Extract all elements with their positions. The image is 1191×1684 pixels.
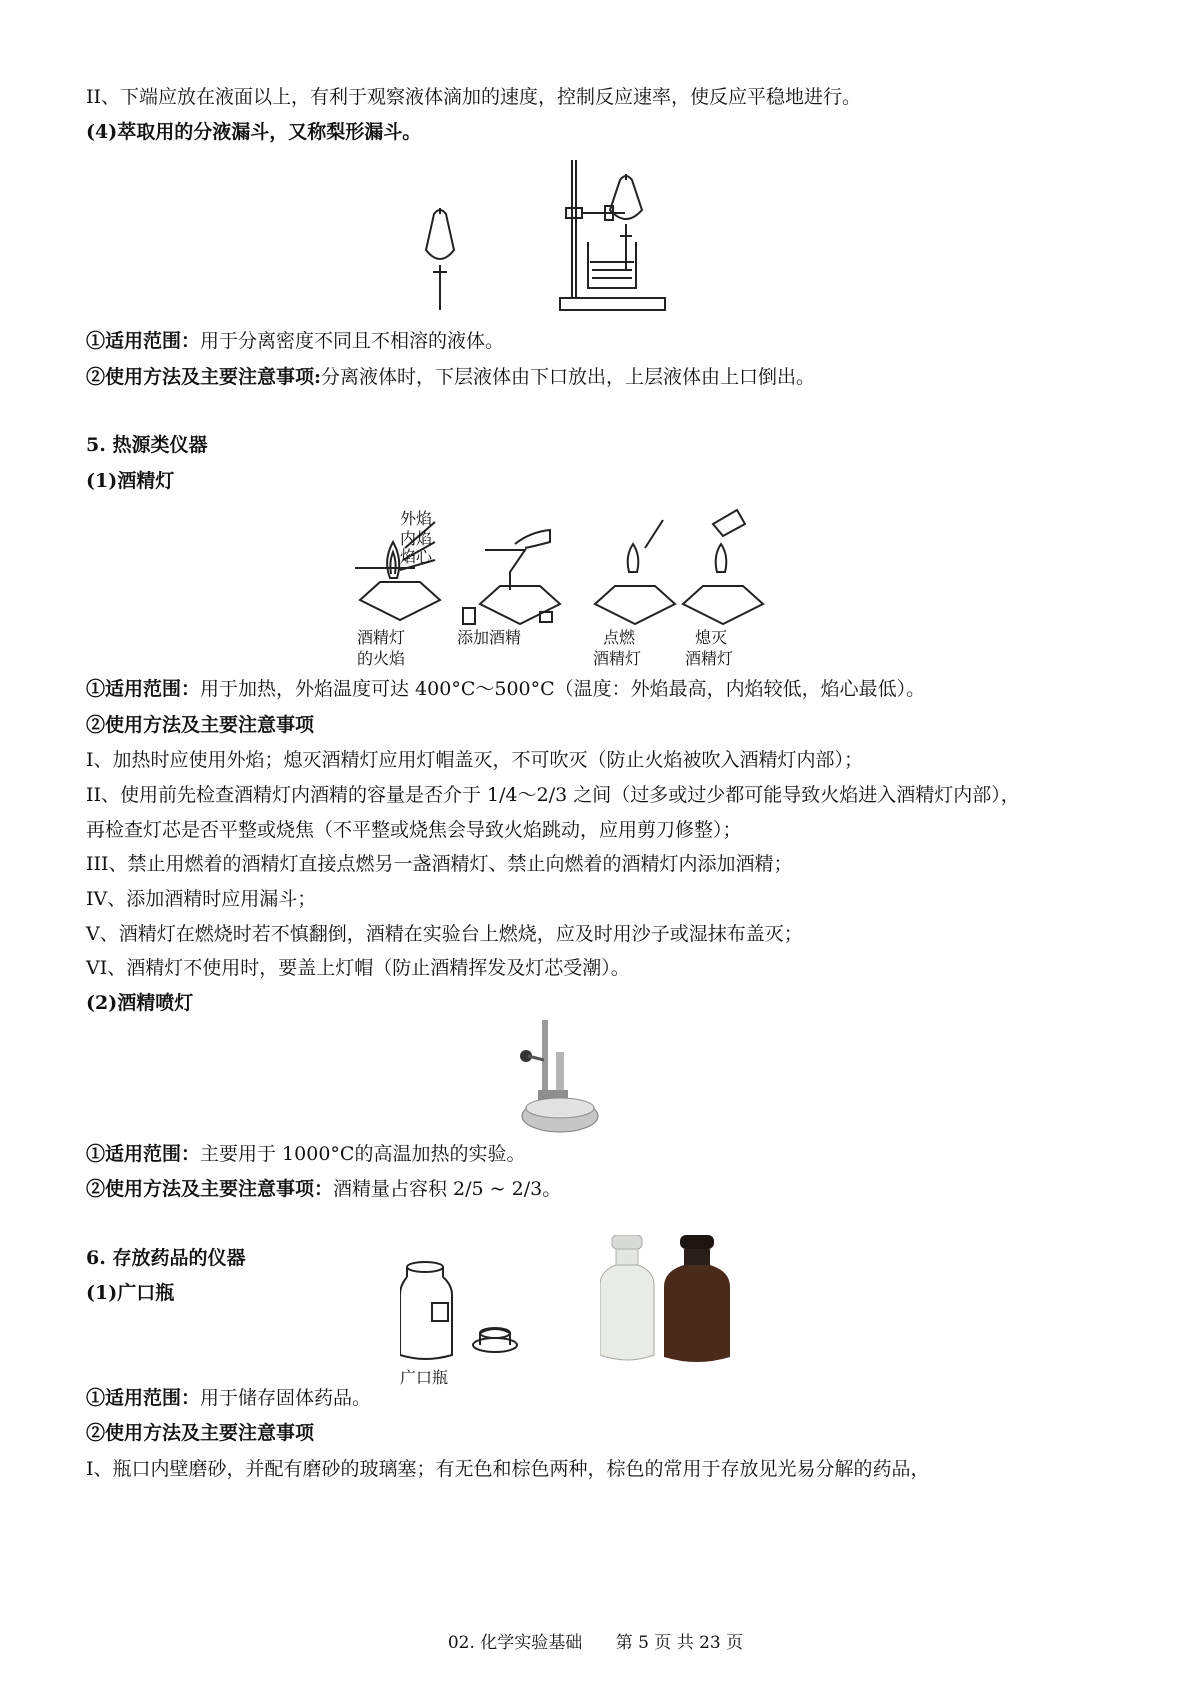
reagent-bottles-photo xyxy=(600,1235,740,1370)
text-line xyxy=(86,676,925,702)
subsection-heading: (1)广口瓶 xyxy=(86,1282,175,1304)
text-line xyxy=(86,1176,561,1202)
text: 主要用于 1000°C的高温加热的实验。 xyxy=(200,1143,526,1165)
text: 用于分离密度不同且不相溶的液体。 xyxy=(200,330,505,352)
wide-mouth-bottle-drawing xyxy=(400,1255,535,1390)
text: 酒精量占容积 2/5 ~ 2/3。 xyxy=(333,1178,562,1200)
caption: 添加酒精 xyxy=(457,628,522,647)
caption: 熄灭 xyxy=(695,628,728,647)
label: ②使用方法及主要注意事项: xyxy=(86,366,322,388)
separatory-funnel-figure xyxy=(420,150,700,320)
section-heading: 5. 热源类仪器 xyxy=(86,434,208,456)
caption: 酒精灯 xyxy=(357,628,406,647)
subsection-heading: (4)萃取用的分液漏斗，又称梨形漏斗。 xyxy=(86,121,422,143)
label-flame-core: 焰心 xyxy=(400,547,433,566)
text-line: IV、添加酒精时应用漏斗； xyxy=(86,888,317,910)
label: ①适用范围： xyxy=(86,1387,201,1409)
alcohol-lamp-figure xyxy=(345,500,765,672)
subsection-heading: (1)酒精灯 xyxy=(86,470,175,492)
label-inner-flame: 内焰 xyxy=(400,529,433,548)
label: ①适用范围： xyxy=(86,330,201,352)
page-footer xyxy=(0,1628,1191,1653)
text-line xyxy=(86,1141,525,1167)
label: ②使用方法及主要注意事项： xyxy=(86,1178,334,1200)
text-line xyxy=(86,1385,371,1411)
label: ①适用范围： xyxy=(86,678,201,700)
label: ①适用范围： xyxy=(86,1143,201,1165)
text-line: II、使用前先检查酒精灯内酒精的容量是否介于 1/4～2/3 之间（过多或过少都可能导致火焰进入酒精灯内部）， xyxy=(86,784,1020,806)
alcohol-blowtorch-figure xyxy=(520,1020,635,1135)
caption: 酒精灯 xyxy=(593,649,642,668)
text: 用于加热，外焰温度可达 400°C～500°C（温度：外焰最高，内焰较低，焰心最低）。 xyxy=(200,678,926,700)
text-line: VI、酒精灯不使用时，要盖上灯帽（防止酒精挥发及灯芯受潮）。 xyxy=(86,957,630,979)
caption: 酒精灯 xyxy=(685,649,734,668)
caption: 广口瓶 xyxy=(400,1368,449,1387)
text: 分离液体时，下层液体由下口放出，上层液体由上口倒出。 xyxy=(321,366,816,388)
subsection-heading: (2)酒精喷灯 xyxy=(86,992,194,1014)
subheading: ②使用方法及主要注意事项 xyxy=(86,714,315,736)
text: 用于储存固体药品。 xyxy=(200,1387,372,1409)
text-line: V、酒精灯在燃烧时若不慎翻倒，酒精在实验台上燃烧，应及时用沙子或湿抹布盖灭； xyxy=(86,923,803,945)
caption: 点燃 xyxy=(603,628,636,647)
subheading: ②使用方法及主要注意事项 xyxy=(86,1422,315,1444)
text-line: I、瓶口内壁磨砂，并配有磨砂的玻璃塞；有无色和棕色两种，棕色的常用于存放见光易分解的药品， xyxy=(86,1458,930,1480)
text-line xyxy=(86,328,504,354)
text-line: II、下端应放在液面以上，有利于观察液体滴加的速度，控制反应速率，使反应平稳地进行。 xyxy=(86,86,862,108)
label-outer-flame: 外焰 xyxy=(400,509,433,528)
text-line: I、加热时应使用外焰；熄灭酒精灯应用灯帽盖灭，不可吹灭（防止火焰被吹入酒精灯内部）； xyxy=(86,749,864,771)
footer-doc-title: 02. 化学实验基础 xyxy=(447,1633,583,1653)
text-line: III、禁止用燃着的酒精灯直接点燃另一盏酒精灯、禁止向燃着的酒精灯内添加酒精； xyxy=(86,853,793,875)
section-heading: 6. 存放药品的仪器 xyxy=(86,1247,246,1269)
caption: 的火焰 xyxy=(357,649,406,668)
footer-page-number: 第 5 页 共 23 页 xyxy=(615,1633,744,1653)
text-line xyxy=(86,364,815,390)
text-line: 再检查灯芯是否平整或烧焦（不平整或烧焦会导致火焰跳动，应用剪刀修整）； xyxy=(86,819,742,841)
